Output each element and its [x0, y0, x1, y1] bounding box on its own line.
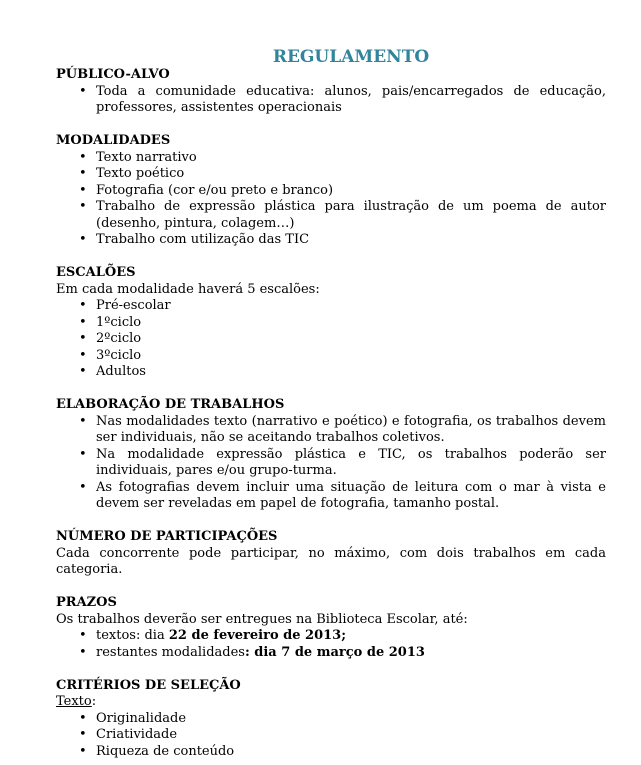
- list-item: • Texto narrativo: [96, 150, 606, 167]
- section-heading: MODALIDADES: [56, 133, 171, 148]
- section-heading: ELABORAÇÃO DE TRABALHOS: [56, 397, 285, 412]
- section-publico-alvo: [56, 67, 606, 117]
- list-item: • Trabalho de expressão plástica para ilustração de um poema de autor (desenho, pintura, colagem…): [96, 199, 606, 232]
- list-item: [96, 628, 606, 645]
- list-item: • Na modalidade expressão plástica e TIC, os trabalhos poderão ser individuais, pares e/ou grupo-turma.: [96, 447, 606, 480]
- section-heading: NÚMERO DE PARTICIPAÇÕES: [56, 529, 278, 544]
- deadline-date: : dia 7 de março de 2013: [244, 644, 425, 660]
- list-item: • Originalidade: [96, 711, 606, 728]
- list-item: • Criatividade: [96, 727, 606, 744]
- section-heading: ESCALÕES: [56, 265, 136, 280]
- list-item: • Toda a comunidade educativa: alunos, pais/encarregados de educação, professores, assistentes operacionais: [96, 84, 606, 117]
- section-escaloes: [56, 265, 606, 381]
- list-item: • Adultos: [96, 364, 606, 381]
- deadline-label: textos: dia: [96, 628, 169, 643]
- section-intro: Em cada modalidade haverá 5 escalões:: [56, 281, 320, 297]
- section-elaboracao: [56, 397, 606, 513]
- list-item: • 1ºciclo: [96, 315, 606, 332]
- list-item: • Texto poético: [96, 166, 606, 183]
- subheading-suffix: :: [91, 694, 97, 709]
- section-heading: PÚBLICO-ALVO: [56, 67, 170, 82]
- deadline-label: restantes modalidades: [96, 644, 245, 660]
- section-prazos: [56, 595, 606, 661]
- section-text: Cada concorrente pode participar, no máximo, com dois trabalhos em cada categoria.: [56, 545, 606, 577]
- section-intro: Os trabalhos deverão ser entregues na Biblioteca Escolar, até:: [56, 611, 468, 627]
- document: [56, 47, 606, 760]
- section-heading: CRITÉRIOS DE SELEÇÃO: [56, 677, 241, 693]
- list-item: • Fotografia (cor e/ou preto e branco): [96, 183, 606, 200]
- list-item: [96, 645, 606, 662]
- section-participacoes: [56, 529, 606, 579]
- list-item: • Nas modalidades texto (narrativo e poético) e fotografia, os trabalhos devem ser individuais, não se aceitando trabalhos coletivos.: [96, 414, 606, 447]
- deadline-date: 22 de fevereiro de 2013;: [168, 628, 347, 643]
- section-criterios: [56, 678, 606, 761]
- subheading: Texto: [56, 694, 92, 709]
- list-item: • As fotografias devem incluir uma situação de leitura com o mar à vista e devem ser reveladas em papel de fotografia, tamanho postal.: [96, 480, 606, 513]
- page-title: REGULAMENTO: [272, 47, 430, 67]
- section-heading: PRAZOS: [56, 595, 117, 610]
- list-item: • 3ºciclo: [96, 348, 606, 365]
- list-item: • Trabalho com utilização das TIC: [96, 232, 606, 249]
- list-item: • Pré-escolar: [96, 298, 606, 315]
- list-item: • Riqueza de conteúdo: [96, 744, 606, 761]
- list-item: • 2ºciclo: [96, 331, 606, 348]
- section-modalidades: [56, 133, 606, 249]
